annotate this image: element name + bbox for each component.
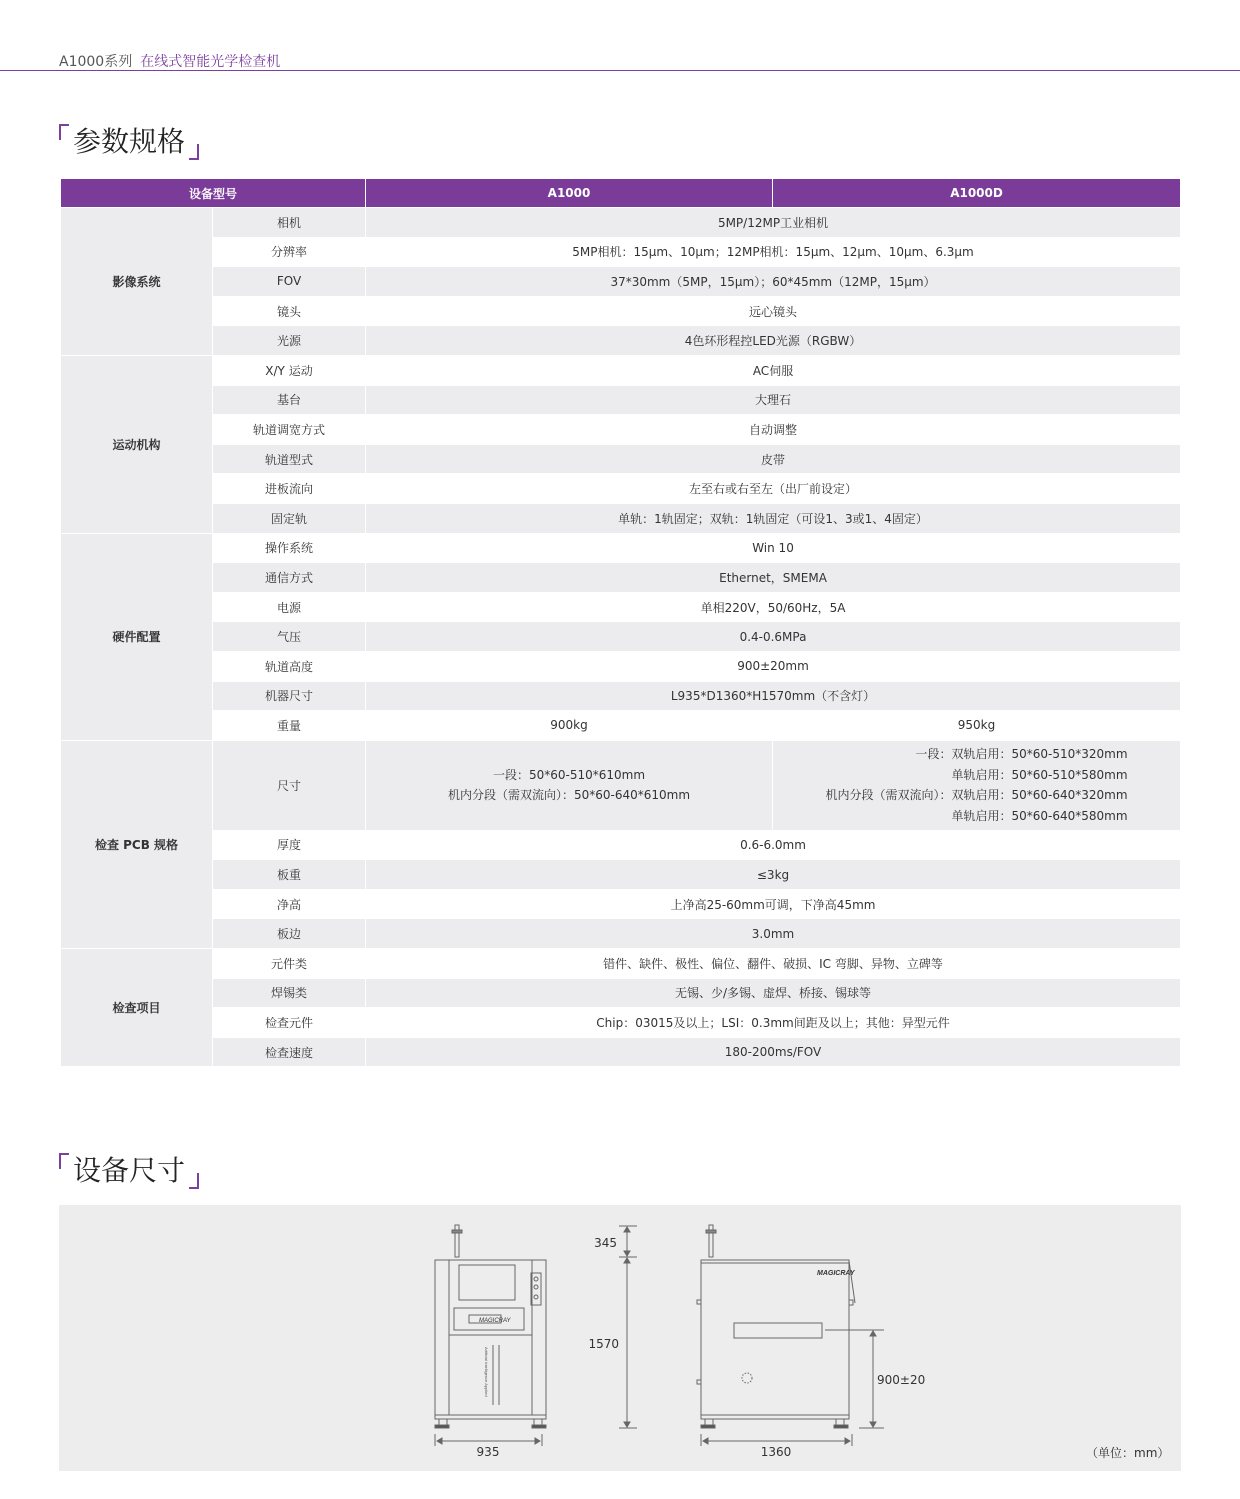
spec-title-text: 参数规格 — [73, 125, 186, 158]
bracket-left-icon — [59, 124, 69, 140]
category-cell: 检查 PCB 规格 — [61, 740, 213, 948]
table-row — [61, 919, 1181, 949]
table-row — [61, 237, 1181, 267]
value-line: 机内分段（需双流向）：50*60-640*610mm — [447, 788, 691, 803]
value-cell: 单相220V，50/60Hz，5A — [366, 592, 1181, 622]
table-row — [61, 267, 1181, 297]
value-cell-a1000: 900kg — [366, 711, 773, 741]
value-cell: 0.4-0.6MPa — [366, 622, 1181, 652]
param-cell: 机器尺寸 — [213, 681, 366, 711]
value-cell: 900±20mm — [366, 651, 1181, 681]
param-cell: 检查元件 — [213, 1008, 366, 1038]
table-row — [61, 978, 1181, 1008]
param-cell: 操作系统 — [213, 533, 366, 563]
table-row — [61, 503, 1181, 533]
table-row — [61, 1008, 1181, 1038]
table-row — [61, 860, 1181, 890]
header-divider — [0, 70, 1240, 71]
param-cell: 相机 — [213, 208, 366, 238]
side-conveyor-window — [734, 1323, 822, 1338]
value-cell-a1000d: 950kg — [773, 711, 1181, 741]
param-cell: 板边 — [213, 919, 366, 949]
rail-height-label: 900±20 — [877, 1373, 926, 1387]
table-row — [61, 563, 1181, 593]
param-cell: 重量 — [213, 711, 366, 741]
table-row — [61, 949, 1181, 979]
value-cell: Win 10 — [366, 533, 1181, 563]
param-cell: 分辨率 — [213, 237, 366, 267]
lamp-height-label: 345 — [594, 1236, 617, 1250]
value-cell: 180-200ms/FOV — [366, 1037, 1181, 1067]
side-logo: MAGICRAY — [817, 1270, 855, 1277]
width-label: 935 — [476, 1445, 500, 1459]
value-cell: AC伺服 — [366, 355, 1181, 385]
dimension-title-text: 设备尺寸 — [73, 1154, 186, 1187]
param-cell: 净高 — [213, 889, 366, 919]
page-header — [59, 51, 280, 71]
value-cell-a1000d — [773, 740, 1181, 830]
height-dimensions — [619, 1226, 637, 1428]
value-line: 一段：50*60-510*610mm — [492, 767, 646, 782]
table-row — [61, 415, 1181, 445]
bracket-left-icon — [59, 1153, 69, 1169]
value-cell: 5MP相机：15μm、10μm；12MP相机：15μm、12μm、10μm、6.3μm — [366, 237, 1181, 267]
value-cell: 0.6-6.0mm — [366, 830, 1181, 860]
front-vertical-text: Artificial Intelligence Applied — [484, 1347, 489, 1397]
value-line: 机内分段（需双流向）：双轨启用：50*60-640*320mm — [825, 788, 1128, 803]
table-row — [61, 681, 1181, 711]
value-cell: 错件、缺件、极性、偏位、翻件、破损、IC 弯脚、异物、立碑等 — [366, 949, 1181, 979]
table-row — [61, 622, 1181, 652]
table-row — [61, 474, 1181, 504]
table-row — [61, 651, 1181, 681]
value-cell: 自动调整 — [366, 415, 1181, 445]
param-cell: 进板流向 — [213, 474, 366, 504]
category-cell: 运动机构 — [61, 355, 213, 533]
table-row — [61, 592, 1181, 622]
param-cell: 镜头 — [213, 296, 366, 326]
param-cell: 光源 — [213, 326, 366, 356]
value-cell: 上净高25-60mm可调，下净高45mm — [366, 889, 1181, 919]
front-logo: MAGICRAY — [479, 1318, 511, 1324]
front-view — [435, 1225, 546, 1446]
header-a1000: A1000 — [366, 179, 773, 208]
param-cell: 轨道调宽方式 — [213, 415, 366, 445]
total-height-label: 1570 — [588, 1337, 619, 1351]
param-cell: 通信方式 — [213, 563, 366, 593]
table-row — [61, 740, 1181, 830]
param-cell: 基台 — [213, 385, 366, 415]
value-cell: 单轨：1轨固定；双轨：1轨固定（可设1、3或1、4固定） — [366, 503, 1181, 533]
table-row — [61, 326, 1181, 356]
value-line: 单轨启用：50*60-640*580mm — [951, 808, 1128, 823]
value-cell: 远心镜头 — [366, 296, 1181, 326]
value-line: 一段：双轨启用：50*60-510*320mm — [915, 747, 1128, 762]
bracket-right-icon — [189, 1173, 199, 1189]
value-line: 单轨启用：50*60-510*580mm — [951, 767, 1128, 782]
dimension-drawing-panel — [59, 1205, 1181, 1471]
machine-drawing — [59, 1205, 1181, 1471]
param-cell: 焊锡类 — [213, 978, 366, 1008]
value-cell: L935*D1360*H1570mm（不含灯） — [366, 681, 1181, 711]
front-monitor — [459, 1265, 515, 1300]
param-cell: X/Y 运动 — [213, 355, 366, 385]
front-body — [435, 1260, 546, 1415]
table-row — [61, 1037, 1181, 1067]
table-row — [61, 355, 1181, 385]
product-subtitle: 在线式智能光学检查机 — [140, 54, 281, 70]
param-cell: 固定轨 — [213, 503, 366, 533]
category-cell: 影像系统 — [61, 208, 213, 356]
param-cell: 轨道型式 — [213, 444, 366, 474]
value-cell: ≤3kg — [366, 860, 1181, 890]
value-cell: 无锡、少/多锡、虚焊、桥接、锡球等 — [366, 978, 1181, 1008]
category-cell: 检查项目 — [61, 949, 213, 1067]
param-cell: 轨道高度 — [213, 651, 366, 681]
value-cell: 左至右或右至左（出厂前设定） — [366, 474, 1181, 504]
table-row — [61, 533, 1181, 563]
bracket-right-icon — [189, 144, 199, 160]
value-cell: 大理石 — [366, 385, 1181, 415]
table-row — [61, 385, 1181, 415]
value-cell: 3.0mm — [366, 919, 1181, 949]
param-cell: FOV — [213, 267, 366, 297]
unit-note: （单位：mm） — [1086, 1446, 1170, 1460]
value-cell: 37*30mm（5MP，15μm）；60*45mm（12MP，15μm） — [366, 267, 1181, 297]
table-row — [61, 208, 1181, 238]
spec-table — [60, 178, 1181, 1067]
spec-section-title — [59, 122, 199, 162]
param-cell: 尺寸 — [213, 740, 366, 830]
table-row — [61, 889, 1181, 919]
table-row — [61, 296, 1181, 326]
value-cell: 4色环形程控LED光源（RGBW） — [366, 326, 1181, 356]
depth-label: 1360 — [760, 1445, 792, 1459]
header-model: 设备型号 — [61, 179, 366, 208]
param-cell: 检查速度 — [213, 1037, 366, 1067]
table-row — [61, 711, 1181, 741]
table-row — [61, 830, 1181, 860]
series-name: A1000系列 — [59, 54, 133, 70]
value-cell: 5MP/12MP工业相机 — [366, 208, 1181, 238]
dimension-section-title — [59, 1151, 199, 1191]
value-cell: 皮带 — [366, 444, 1181, 474]
value-cell: Ethernet，SMEMA — [366, 563, 1181, 593]
table-row — [61, 444, 1181, 474]
side-view — [697, 1225, 884, 1446]
param-cell: 气压 — [213, 622, 366, 652]
spec-table-header — [61, 179, 1181, 208]
value-cell-a1000 — [366, 740, 773, 830]
param-cell: 厚度 — [213, 830, 366, 860]
value-cell: Chip：03015及以上；LSI：0.3mm间距及以上；其他：异型元件 — [366, 1008, 1181, 1038]
category-cell: 硬件配置 — [61, 533, 213, 740]
param-cell: 板重 — [213, 860, 366, 890]
header-a1000d: A1000D — [773, 179, 1181, 208]
param-cell: 电源 — [213, 592, 366, 622]
spec-table-body — [61, 208, 1181, 1067]
param-cell: 元件类 — [213, 949, 366, 979]
